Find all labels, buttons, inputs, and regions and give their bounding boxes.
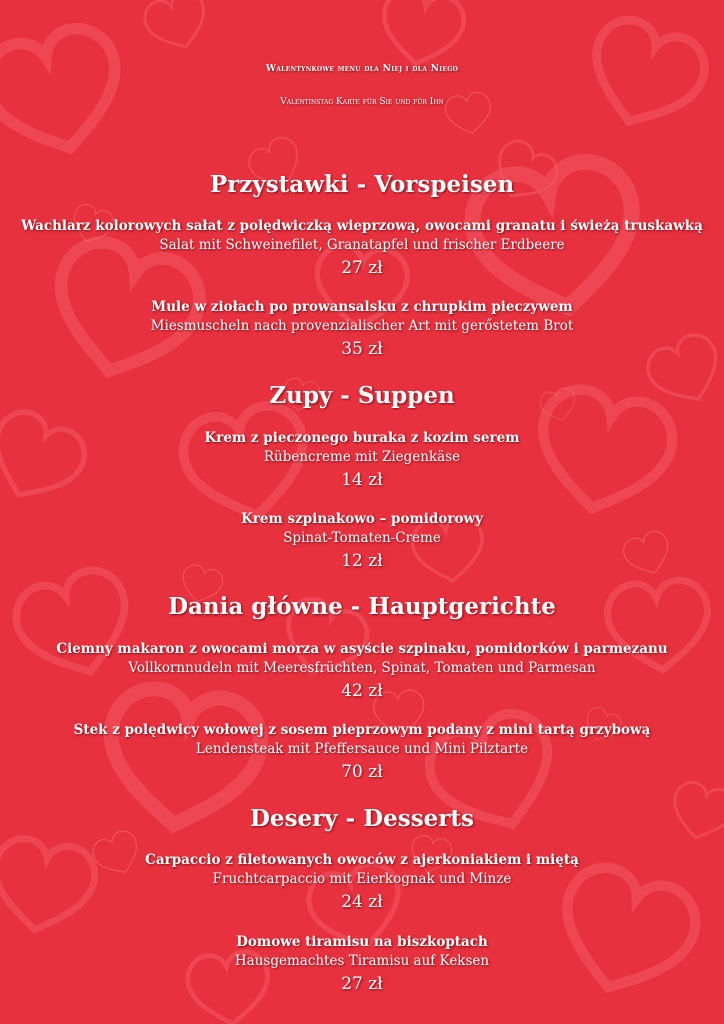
menu-item [0, 639, 724, 703]
menu-subtitle: Valentinstag Karte für Sie und für Ihn [280, 97, 444, 107]
section-title-main-courses: Dania główne - Hauptgerichte [168, 593, 556, 620]
menu-item-name: Wachlarz kolorowych sałat z polędwiczką wieprzową, owocami granatu i świeżą truskawką [21, 218, 703, 234]
menu-item-price: 27 zł [341, 974, 383, 994]
menu-item-price: 14 zł [341, 470, 383, 490]
menu-item-price: 24 zł [341, 892, 383, 912]
menu-item-name: Carpaccio z filetowanych owoców z ajerkoniakiem i miętą [145, 852, 579, 868]
menu-item-price: 35 zł [341, 339, 383, 359]
menu-item-description: Spinat-Tomaten-Creme [283, 530, 441, 546]
menu-item-name: Krem z pieczonego buraka z kozim serem [204, 430, 520, 446]
menu-item [0, 932, 724, 996]
menu-item-name: Stek z polędwicy wołowej z sosem pieprzowym podany z mini tartą grzybową [73, 722, 651, 738]
menu-item [0, 509, 724, 573]
menu-item-name: Krem szpinakowo – pomidorowy [241, 511, 483, 527]
menu-item [0, 720, 724, 784]
menu-item-price: 42 zł [341, 681, 383, 701]
menu-item-description: Hausgemachtes Tiramisu auf Keksen [234, 953, 490, 969]
menu-item-description: Lendensteak mit Pfeffersauce und Mini Pilztarte [195, 741, 529, 757]
menu-item-description: Rübencreme mit Ziegenkäse [263, 449, 461, 465]
menu-item [0, 297, 724, 361]
menu-item-price: 70 zł [341, 762, 383, 782]
menu-item-name: Ciemny makaron z owocami morza w asyście szpinaku, pomidorków i parmezanu [56, 641, 668, 657]
menu-item-description: Fruchtcarpaccio mit Eierkognak und Minze [212, 871, 512, 887]
menu-item [0, 850, 724, 914]
menu-item-description: Vollkornnudeln mit Meeresfrüchten, Spinat, Tomaten und Parmesan [128, 660, 596, 676]
menu-item-description: Salat mit Schweinefilet, Granatapfel und frischer Erdbeere [159, 237, 565, 253]
menu-item-name: Domowe tiramisu na biszkoptach [236, 934, 488, 950]
section-title-desserts: Desery - Desserts [249, 805, 474, 832]
menu-item-price: 12 zł [341, 551, 383, 571]
section-title-soups: Zupy - Suppen [269, 382, 455, 409]
menu-item [0, 428, 724, 492]
menu-item-price: 27 zł [341, 258, 383, 278]
menu-title: Walentynkowe menu dla Niej i dla Niego [265, 64, 459, 74]
menu-item-name: Mule w ziołach po prowansalsku z chrupkim pieczywem [151, 299, 573, 315]
menu-item [0, 216, 724, 280]
section-title-starters: Przystawki - Vorspeisen [209, 171, 515, 198]
menu-item-description: Miesmuscheln nach provenzialischer Art mit gerőstetem Brot [150, 318, 574, 334]
